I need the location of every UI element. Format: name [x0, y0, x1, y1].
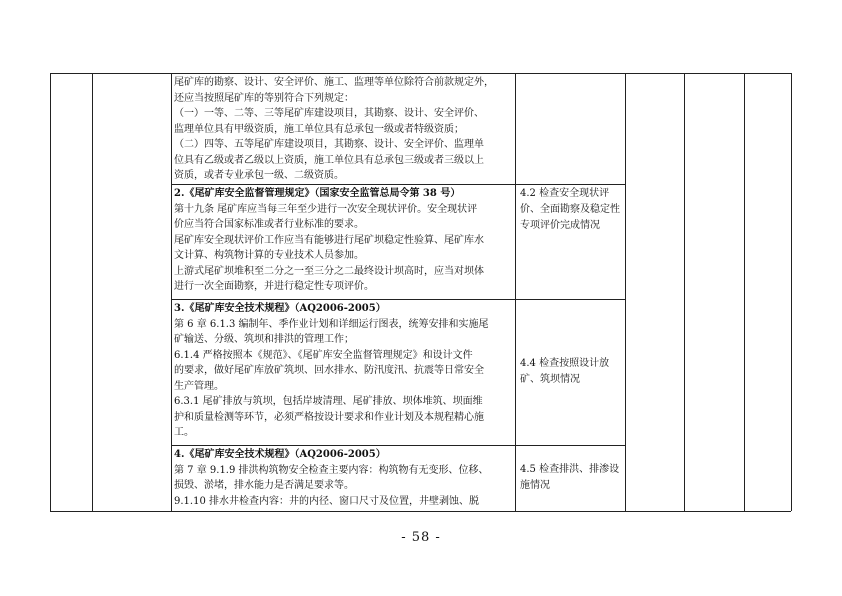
requirement-cell	[172, 300, 512, 441]
text-line: 第十九条 尾矿库应当每三年至少进行一次安全现状评价。安全现状评	[174, 203, 478, 215]
text-line: 上游式尾矿坝堆积至二分之一至三分之二最终设计坝高时，应当对坝体	[174, 265, 484, 277]
check-item: 4.2 检查安全现状评价、全面勘察及稳定性专项评价完成情况	[520, 188, 620, 231]
text-line: 工。	[174, 427, 194, 438]
table-border-left	[50, 73, 51, 511]
check-item: 4.5 检查排洪、排渗设施情况	[520, 464, 620, 491]
page-number: - 58 -	[401, 530, 441, 545]
column-divider	[684, 73, 685, 511]
text-line: 9.1.10 排水井检查内容：井的内径、窗口尺寸及位置，井壁剥蚀、脱	[174, 495, 479, 507]
text-line: 位具有乙级或者乙级以上资质，施工单位具有总承包三级或者三级以上	[174, 154, 484, 166]
text-line: 护和质量检测等环节，必须严格按设计要求和作业计划及本规程精心施	[174, 411, 484, 423]
text-line: 损毁、淤堵，排水能力是否满足要求等。	[174, 480, 354, 491]
text-line: 6.3.1 尾矿排放与筑坝，包括岸坡清理、尾矿排放、坝体堆筑、坝面维	[174, 396, 483, 407]
text-line: 尾矿库的勘察、设计、安全评价、施工、监理等单位除符合前款规定外，	[174, 77, 494, 88]
text-line: 矿输送、分级、筑坝和排洪的管理工作；	[174, 334, 354, 345]
text-line: 生产管理。	[174, 380, 224, 392]
text-line: 文计算、构筑物计算的专业技术人员参加。	[174, 250, 364, 261]
text-line: 尾矿库安全现状评价工作应当有能够进行尾矿坝稳定性验算、尾矿库水	[174, 234, 484, 246]
requirement-cell	[172, 185, 512, 295]
regulation-heading: 4.《尾矿库安全技术规程》（AQ2006-2005）	[174, 449, 386, 460]
table-border-right	[791, 73, 792, 511]
text-line: 进行一次全面勘察，并进行稳定性专项评价。	[174, 281, 374, 292]
text-line: 监理单位具有甲级资质，施工单位具有总承包一级或者特级资质；	[174, 123, 464, 135]
text-line: 的要求，做好尾矿库放矿筑坝、回水排水、防汛度汛、抗震等日常安全	[174, 365, 484, 376]
column-divider	[625, 73, 626, 511]
column-divider	[744, 73, 745, 511]
check-item: 4.4 检查按照设计放矿、筑坝情况	[520, 358, 610, 385]
text-line: 价应当符合国家标准或者行业标准的要求。	[174, 219, 364, 230]
text-line: 第 6 章 6.1.3 编制年、季作业计划和详细运行图表，统筹安排和实施尾	[174, 318, 489, 330]
text-line: （二）四等、五等尾矿库建设项目，其勘察、设计、安全评价、监理单	[174, 139, 484, 150]
column-divider	[92, 73, 93, 511]
text-line: （一）一等、二等、三等尾矿库建设项目，其勘察、设计、安全评价、	[174, 108, 484, 119]
table-border-bottom	[50, 511, 791, 512]
regulation-heading: 3.《尾矿库安全技术规程》（AQ2006-2005）	[174, 303, 386, 314]
text-line: 还应当按照尾矿库的等别符合下列规定：	[174, 92, 354, 104]
requirement-cell	[172, 74, 512, 184]
requirement-cell	[172, 446, 512, 509]
text-line: 6.1.4 严格按照本《规范》、《尾矿库安全监督管理规定》和设计文件	[174, 349, 473, 361]
text-line: 资质，或者专业承包一级、二级资质。	[174, 170, 344, 181]
regulation-heading: 2.《尾矿库安全监督管理规定》（国家安全监管总局令第 38 号）	[174, 188, 461, 199]
text-line: 第 7 章 9.1.9 排洪构筑物安全检查主要内容：构筑物有无变形、位移、	[174, 464, 489, 476]
